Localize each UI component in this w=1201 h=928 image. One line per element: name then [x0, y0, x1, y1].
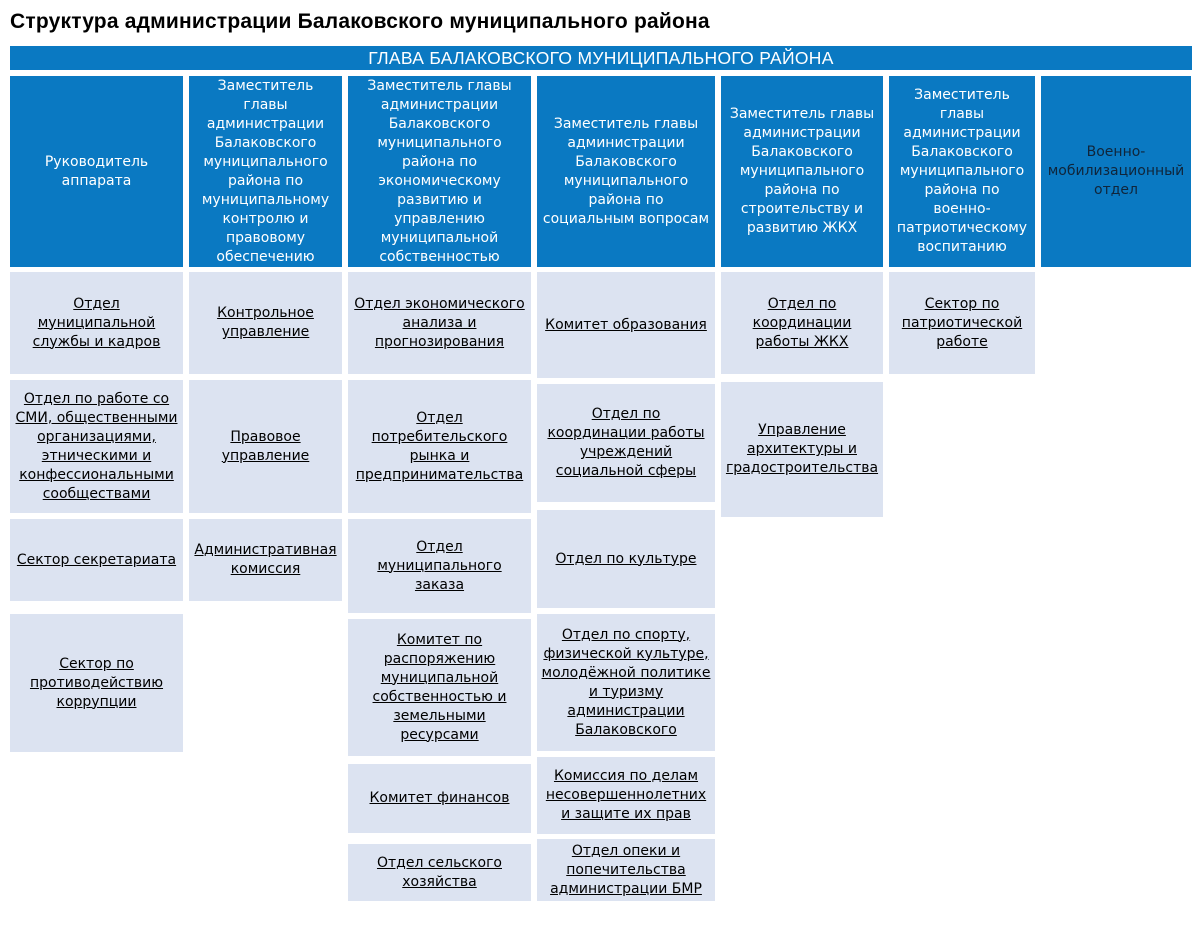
org-unit-link[interactable]: Отдел по работе со СМИ, общественными организациями, этническими и конфессиональными сообществами — [15, 390, 178, 502]
org-unit-link[interactable]: Отдел муниципального заказа — [377, 538, 502, 593]
org-unit-cell — [189, 519, 342, 601]
org-unit-cell — [721, 272, 883, 374]
org-unit-link[interactable]: Комиссия по делам несовершеннолетних и защите их прав — [545, 768, 707, 822]
page-title: Структура администрации Балаковского муниципального района — [10, 10, 710, 33]
org-unit-cell — [348, 272, 531, 374]
column-1-header — [10, 76, 183, 267]
column-4-header-label: Заместитель главы администрации Балаковского муниципального района по социальным вопросам — [542, 115, 710, 227]
org-unit-link[interactable]: Комитет образования — [545, 316, 707, 333]
org-unit-link[interactable]: Административная комиссия — [194, 542, 337, 577]
org-column-3 — [348, 76, 531, 901]
org-unit-cell — [348, 764, 531, 833]
column-4-header — [537, 76, 715, 267]
org-unit-cell — [537, 757, 715, 834]
column-2-header — [189, 76, 342, 267]
org-unit-link[interactable]: Сектор секретариата — [16, 551, 177, 568]
column-6-header — [889, 76, 1035, 267]
org-unit-cell — [10, 519, 183, 601]
org-unit-cell — [537, 839, 715, 901]
org-unit-link[interactable]: Правовое управление — [221, 428, 310, 464]
org-column-7 — [1041, 76, 1191, 901]
org-unit-cell — [10, 380, 183, 513]
org-unit-cell — [537, 510, 715, 608]
org-unit-cell — [537, 272, 715, 378]
org-unit-link[interactable]: Комитет финансов — [369, 790, 510, 806]
org-unit-link[interactable]: Сектор по патриотической работе — [901, 295, 1023, 350]
org-unit-cell — [537, 614, 715, 751]
org-unit-link[interactable]: Управление архитектуры и градостроительства — [725, 422, 879, 476]
org-unit-cell — [348, 519, 531, 613]
column-3-header — [348, 76, 531, 267]
column-3-header-label: Заместитель главы администрации Балаковского муниципального района по экономическому развитию и управлению муниципальной собственностью — [367, 77, 512, 265]
org-unit-link[interactable]: Комитет по распоряжению муниципальной собственностью и земельными ресурсами — [372, 631, 507, 743]
org-unit-cell — [189, 272, 342, 374]
org-unit-link[interactable]: Отдел опеки и попечительства администрации БМР — [550, 842, 702, 897]
org-unit-cell — [889, 272, 1035, 374]
column-5-header-label: Заместитель главы администрации Балаковского муниципального района по строительству и развитию ЖКХ — [729, 106, 875, 236]
top-banner-label: ГЛАВА БАЛАКОВСКОГО МУНИЦИПАЛЬНОГО РАЙОНА — [368, 47, 834, 68]
org-unit-link[interactable]: Отдел потребительского рынка и предпринимательства — [355, 409, 524, 483]
org-unit-cell — [10, 614, 183, 752]
org-column-4 — [537, 76, 715, 901]
top-banner — [10, 46, 1192, 70]
org-unit-cell — [189, 380, 342, 513]
org-unit-link[interactable]: Отдел муниципальной службы и кадров — [32, 295, 161, 350]
org-unit-cell — [348, 619, 531, 756]
org-unit-link[interactable]: Отдел экономического анализа и прогнозирования — [354, 295, 525, 350]
org-unit-link[interactable]: Отдел сельского хозяйства — [376, 854, 502, 890]
org-unit-link[interactable]: Контрольное управление — [217, 305, 314, 340]
org-column-1 — [10, 76, 183, 901]
column-6-header-label: Заместитель главы администрации Балаковского муниципального района по военно-патриотическому воспитанию — [896, 87, 1028, 255]
org-unit-cell — [10, 272, 183, 374]
org-unit-cell — [537, 384, 715, 502]
org-unit-link[interactable]: Сектор по противодействию коррупции — [29, 655, 164, 710]
org-column-5 — [721, 76, 883, 901]
org-unit-cell — [348, 380, 531, 513]
org-unit-cell — [348, 844, 531, 901]
column-2-header-label: Заместитель главы администрации Балаковского муниципального района по муниципальному контролю и правовому обеспечению — [201, 77, 330, 265]
column-7-header — [1041, 76, 1191, 267]
column-1-header-label: Руководитель аппарата — [44, 153, 149, 189]
column-7-header-label: Военно-мобилизационный отдел — [1047, 144, 1185, 198]
org-unit-link[interactable]: Отдел по культуре — [555, 550, 697, 567]
org-unit-link[interactable]: Отдел по координации работы ЖКХ — [752, 295, 852, 350]
column-5-header — [721, 76, 883, 267]
org-unit-link[interactable]: Отдел по спорту, физической культуре, молодёжной политике и туризму администрации Балаковского — [541, 626, 711, 738]
org-unit-link[interactable]: Отдел по координации работы учреждений социальной сферы — [547, 406, 705, 479]
org-unit-cell — [721, 382, 883, 517]
org-column-6 — [889, 76, 1035, 901]
org-columns — [10, 76, 1192, 901]
org-column-2 — [189, 76, 342, 901]
